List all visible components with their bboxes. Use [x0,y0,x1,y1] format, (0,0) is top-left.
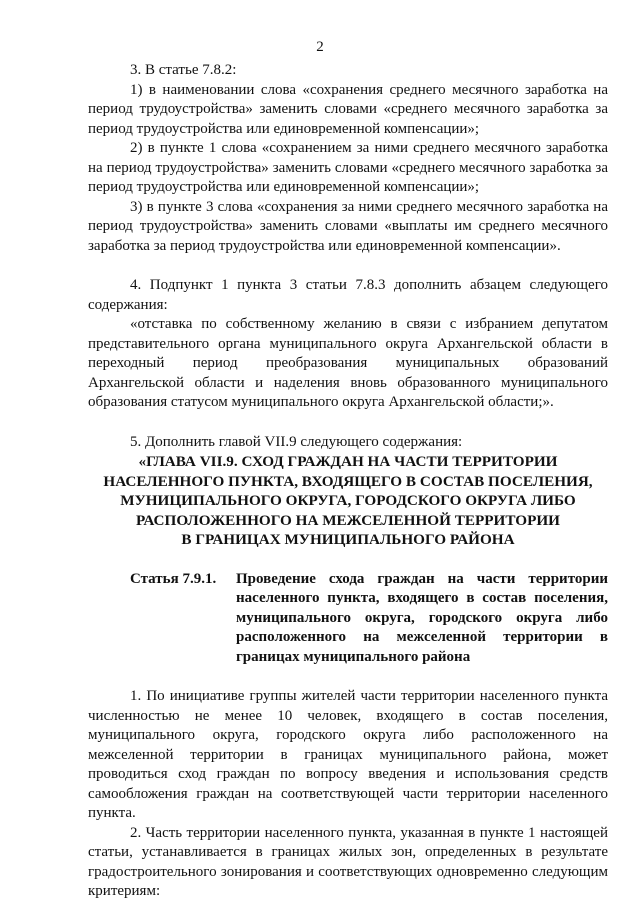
amendment-item-2: 2) в пункте 1 слова «сохранением за ними среднего месячного заработка на период трудоустройства» заменить словами «среднего месячного заработка за период трудоустройства или единовременной компенсации»; [88,140,608,195]
article-number: Статья 7.9.1. [130,570,217,587]
amendment-heading: 3. В статье 7.8.2: [130,62,237,78]
document-body [88,61,608,902]
amendment-4: 4. Подпункт 1 пункта 3 статьи 7.8.3 дополнить абзацем следующего содержания: [88,277,608,313]
amendment-item-3: 3) в пункте 3 слова «сохранения за ними среднего месячного заработка на период трудоустройства» заменить словами «выплаты им среднего месячного заработка за период трудоустройства или единовременной компенсации». [88,198,608,254]
chapter-line: МУНИЦИПАЛЬНОГО ОКРУГА, ГОРОДСКОГО ОКРУГА ЛИБО [120,492,576,509]
chapter-line: РАСПОЛОЖЕННОГО НА МЕЖСЕЛЕННОЙ ТЕРРИТОРИИ [136,511,560,529]
spacer [88,667,608,687]
amendment-4-quote: «отставка по собственному желанию в связи с избранием депутатом представительного органа муниципального округа Архангельской области в переходный период преобразования муниципальных образований Архангельской области и наделения вновь образованного муниципального образования статусом муниципального округа Архангельской области;». [88,316,608,410]
article-paragraph-1: 1. По инициативе группы жителей части территории населенного пункта численностью не менее 10 человек, входящего в состав поселения, муниципального округа, городского округа либо расположенного на межселенной территории в границах муниципального района, может проводиться сход граждан по вопросу введения и использования средств самообложения граждан на соответствующей части территории населенного пункта. [88,688,608,821]
page-number: 2 [316,39,324,55]
chapter-line: «ГЛАВА VII.9. СХОД ГРАЖДАН НА ЧАСТИ ТЕРРИТОРИИ [138,453,558,470]
chapter-heading [88,452,608,550]
spacer [88,413,608,433]
article-header [88,570,608,668]
amendment-5: 5. Дополнить главой VII.9 следующего содержания: [130,433,463,450]
chapter-line: В ГРАНИЦАХ МУНИЦИПАЛЬНОГО РАЙОНА [181,531,515,548]
article-title: Проведение схода граждан на части территории населенного пункта, входящего в состав поселения, муниципального округа, городского округа либо расположенного на межселенной территории в границах муниципального района [236,570,608,665]
chapter-line: НАСЕЛЕННОГО ПУНКТА, ВХОДЯЩЕГО В СОСТАВ ПОСЕЛЕНИЯ, [103,472,593,490]
spacer [88,256,608,276]
article-paragraph-2: 2. Часть территории населенного пункта, указанная в пункте 1 настоящей статьи, устанавливается в границах жилых зон, определенных в результате градостроительного зонирования и соответствующих одновременно следующим критериям: [88,824,608,899]
amendment-item-1: 1) в наименовании слова «сохранения среднего месячного заработка на период трудоустройства» заменить словами «среднего месячного заработка за период трудоустройства или единовременной компенсации»; [88,81,608,137]
